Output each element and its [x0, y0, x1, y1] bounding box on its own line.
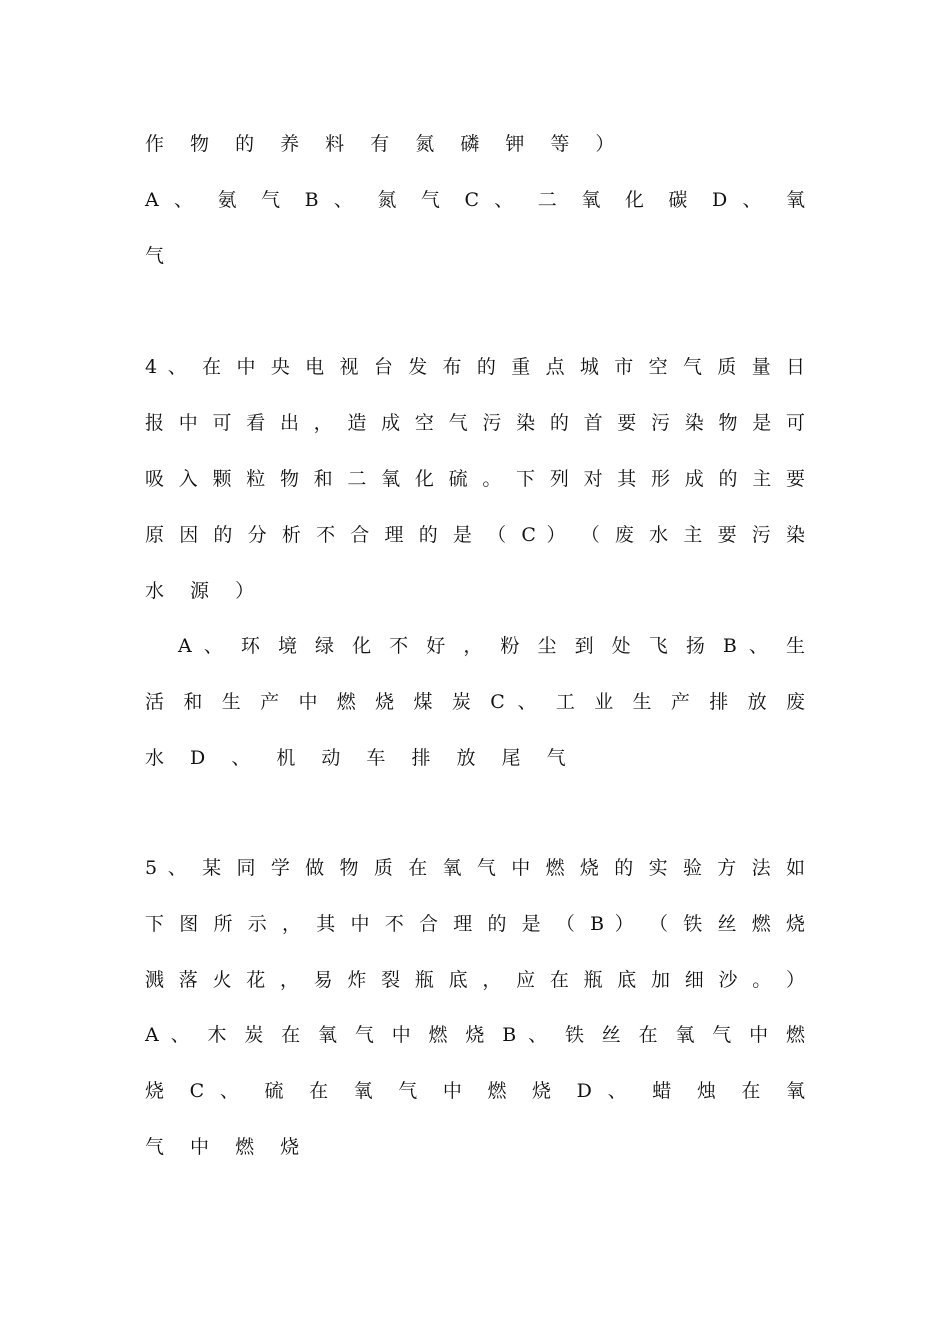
q5-options-line-1: A 、 木 炭 在 氧 气 中 燃 烧 B 、 铁 丝 在 氧 气 中 燃	[145, 1024, 805, 1046]
q4-line-3: 吸 入 颗 粒 物 和 二 氧 化 硫 。 下 列 对 其 形 成 的 主 要	[145, 468, 805, 490]
q5-line-3: 溅 落 火 花 ， 易 炸 裂 瓶 底 ， 应 在 瓶 底 加 细 沙 。 ）	[145, 969, 805, 991]
q4-line-2: 报 中 可 看 出 ， 造 成 空 气 污 染 的 首 要 污 染 物 是 可	[145, 412, 805, 434]
q3-options-line-wrap: 气	[145, 245, 175, 267]
q4-line-4: 原 因 的 分 析 不 合 理 的 是 （ C ） （ 废 水 主 要 污 染	[145, 524, 805, 546]
q5-options-line-2: 烧 C 、 硫 在 氧 气 中 燃 烧 D 、 蜡 烛 在 氧	[145, 1080, 805, 1102]
q4-line-5: 水 源 ）	[145, 580, 265, 602]
q3-options-line: A 、 氨 气 B 、 氮 气 C 、 二 氧 化 碳 D 、 氧	[145, 189, 805, 211]
q3-line-1: 作 物 的 养 料 有 氮 磷 钾 等 ）	[145, 133, 625, 155]
q4-options-line-1: A 、 环 境 绿 化 不 好 ， 粉 尘 到 处 飞 扬 B 、 生	[178, 635, 805, 657]
q5-line-1: 5 、 某 同 学 做 物 质 在 氧 气 中 燃 烧 的 实 验 方 法 如	[145, 857, 805, 879]
q4-options-line-2: 活 和 生 产 中 燃 烧 煤 炭 C 、 工 业 生 产 排 放 废	[145, 691, 805, 713]
q5-options-line-3: 气 中 燃 烧	[145, 1136, 310, 1158]
q4-line-1: 4 、 在 中 央 电 视 台 发 布 的 重 点 城 市 空 气 质 量 日	[145, 356, 805, 378]
q4-options-line-3: 水 D 、 机 动 车 排 放 尾 气	[145, 747, 576, 769]
q5-line-2: 下 图 所 示 ， 其 中 不 合 理 的 是 （ B ） （ 铁 丝 燃 烧	[145, 913, 805, 935]
